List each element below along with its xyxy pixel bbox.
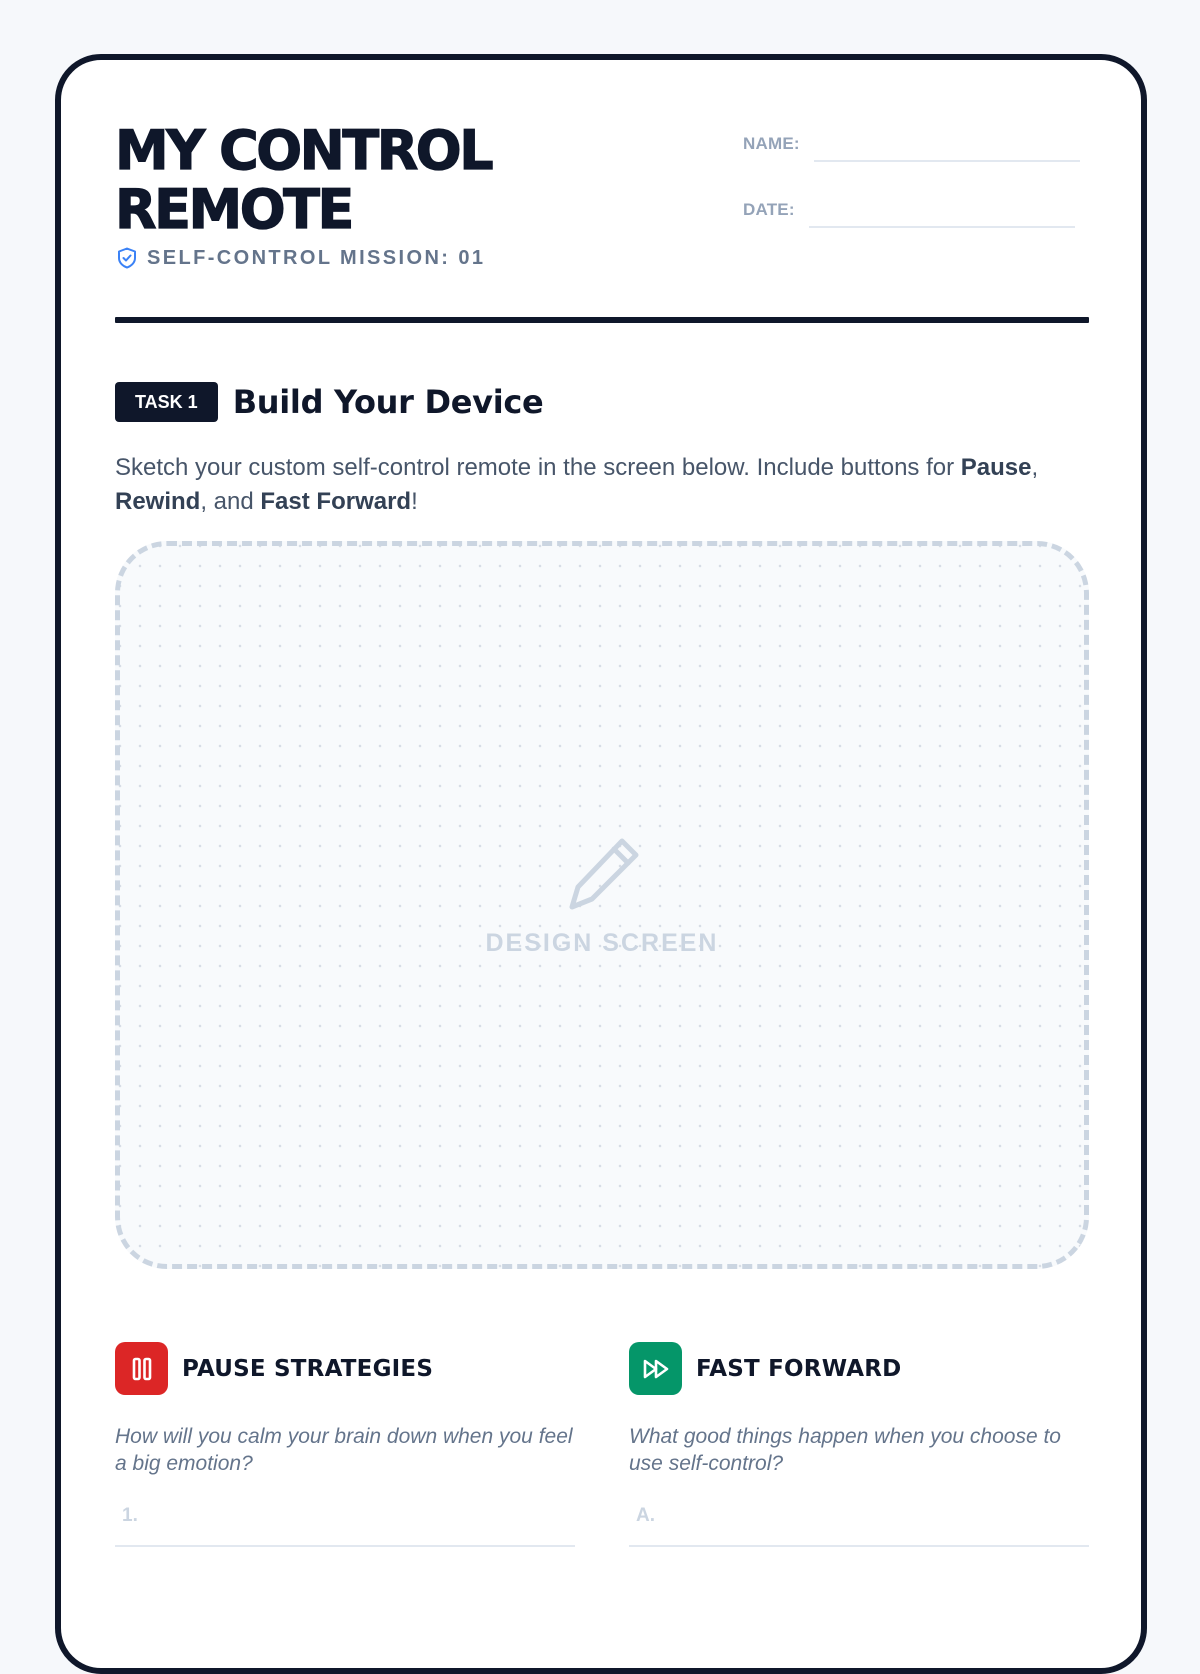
pause-strategies-section <box>115 1342 575 1547</box>
pause-icon-badge <box>115 1342 168 1395</box>
worksheet-card <box>55 54 1147 1674</box>
pause-answer-line[interactable] <box>115 1505 575 1547</box>
fast-forward-icon <box>641 1354 671 1384</box>
instructions-fast-forward: Fast Forward <box>260 488 412 515</box>
fast-forward-title: FAST FORWARD <box>696 1355 902 1382</box>
instructions-text-1: Sketch your custom self-control remote in the screen below. Include buttons for <box>115 454 961 481</box>
fast-forward-header <box>629 1342 1089 1395</box>
date-field[interactable] <box>743 200 1075 220</box>
name-field[interactable] <box>743 134 1080 154</box>
instructions-rewind: Rewind <box>115 488 201 515</box>
design-screen-canvas[interactable] <box>115 541 1089 1269</box>
title-line-2: REMOTE <box>115 178 352 241</box>
fast-forward-section <box>629 1342 1089 1547</box>
fast-forward-prompt: What good things happen when you choose to use self-control? <box>629 1425 1061 1475</box>
shield-check-icon <box>115 246 139 270</box>
date-line[interactable] <box>809 226 1075 228</box>
header-divider <box>115 317 1089 323</box>
task-heading <box>115 382 543 422</box>
instructions-text-4: ! <box>411 488 418 515</box>
pause-prompt: How will you calm your brain down when you feel a big emotion? <box>115 1425 573 1475</box>
task-instructions <box>115 451 1089 519</box>
pause-answer-marker: 1. <box>122 1505 138 1526</box>
fast-forward-answer-marker: A. <box>636 1505 655 1526</box>
date-label: DATE: <box>743 200 795 219</box>
pause-icon <box>127 1354 157 1384</box>
canvas-placeholder <box>120 835 1084 958</box>
pause-title: PAUSE STRATEGIES <box>182 1355 434 1382</box>
instructions-pause: Pause <box>960 454 1032 481</box>
task-title: Build Your Device <box>232 383 544 421</box>
pencil-icon <box>562 835 642 915</box>
instructions-text-2: , <box>1031 454 1039 481</box>
fast-forward-icon-badge <box>629 1342 682 1395</box>
mission-label: SELF-CONTROL MISSION: 01 <box>147 246 486 269</box>
title-line-1: MY CONTROL <box>115 119 492 182</box>
pause-header <box>115 1342 575 1395</box>
task-badge: TASK 1 <box>115 382 218 422</box>
fast-forward-answer-line[interactable] <box>629 1505 1089 1547</box>
name-label: NAME: <box>743 134 800 153</box>
page-title <box>115 121 491 239</box>
name-line[interactable] <box>814 160 1080 162</box>
mission-subtitle <box>115 246 485 270</box>
canvas-label: DESIGN SCREEN <box>485 929 719 957</box>
instructions-text-3: , and <box>200 488 261 515</box>
